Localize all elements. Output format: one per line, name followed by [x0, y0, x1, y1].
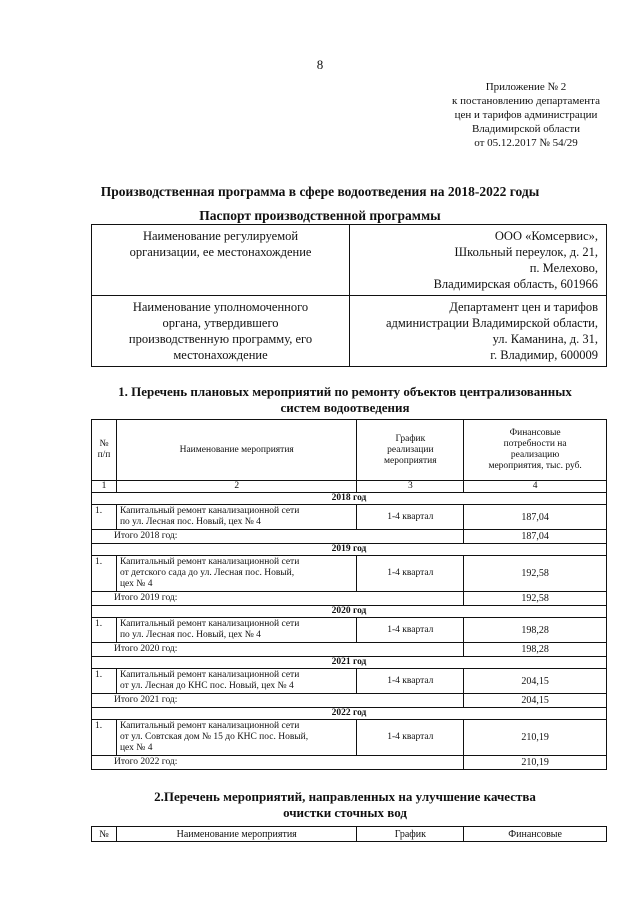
row-num: 1.	[92, 556, 117, 592]
measure-name	[116, 618, 356, 643]
page-number: 8	[316, 57, 324, 72]
year-row	[92, 544, 607, 556]
year-row	[92, 493, 607, 505]
appendix-line: Приложение № 2	[485, 81, 567, 93]
header-name: Наименование мероприятия	[116, 420, 356, 481]
row-num: 1.	[92, 720, 117, 756]
measure-schedule: 1-4 квартал	[357, 669, 464, 694]
column-index: 4	[464, 481, 607, 493]
passport-label-line: Наименование уполномоченного	[132, 300, 309, 314]
measure-schedule: 1-4 квартал	[357, 618, 464, 643]
passport-label-line: органа, утвердившего	[162, 316, 279, 330]
passport-value-cell	[350, 225, 607, 296]
header-line: потребности на	[503, 439, 567, 449]
header-name: Наименование мероприятия	[116, 827, 356, 842]
year-row	[92, 657, 607, 669]
passport-label-cell	[92, 225, 350, 296]
measure-name-line: от ул. Совтская дом № 15 до КНС пос. Новый,	[119, 732, 309, 742]
measure-name-line: Капитальный ремонт канализационной сети	[119, 670, 300, 680]
appendix-line: цен и тарифов администрации	[454, 109, 598, 121]
header-line: п/п	[97, 450, 111, 460]
appendix-line: от 05.12.2017 № 54/29	[474, 137, 578, 149]
total-row	[92, 592, 607, 606]
table-row	[92, 720, 607, 756]
measure-name-line: Капитальный ремонт канализационной сети	[119, 721, 300, 731]
header-line: График	[395, 433, 426, 444]
passport-value-line: Департамент цен и тарифов	[449, 300, 598, 314]
measure-name	[116, 669, 356, 694]
repair-measures-table	[91, 419, 607, 770]
measure-name	[116, 720, 356, 756]
table-header-row	[92, 420, 607, 481]
header-line: реализацию	[510, 450, 560, 460]
section1-title-line: систем водоотведения	[280, 400, 410, 415]
year-row	[92, 606, 607, 618]
table-row	[92, 618, 607, 643]
passport-table	[91, 224, 607, 367]
passport-value-line: ул. Каманина, д. 31,	[492, 332, 598, 346]
header-line: мероприятия, тыс. руб.	[488, 461, 582, 471]
main-title: Производственная программа в сфере водоотведения на 2018-2022 годы	[100, 184, 540, 199]
header-schedule: График	[357, 827, 464, 842]
row-num: 1.	[92, 618, 117, 643]
passport-row	[92, 225, 607, 296]
passport-label-line: производственную программу, его	[128, 332, 313, 346]
total-label: Итого 2020 год:	[92, 643, 464, 657]
column-index-row	[92, 481, 607, 493]
year-label: 2020 год	[92, 606, 607, 618]
total-row	[92, 694, 607, 708]
column-index: 3	[357, 481, 464, 493]
passport-label-line: организации, ее местонахождение	[129, 245, 312, 259]
measure-name-line: от детского сада до ул. Лесная пос. Новый,	[119, 568, 295, 578]
measure-name-line: цех № 4	[119, 743, 153, 753]
passport-title: Паспорт производственной программы	[199, 208, 441, 223]
header-cost	[464, 420, 607, 481]
table-row	[92, 556, 607, 592]
total-label: Итого 2018 год:	[92, 530, 464, 544]
column-index: 2	[116, 481, 356, 493]
total-row	[92, 643, 607, 657]
header-line: №	[99, 439, 109, 449]
passport-label-line: Наименование регулируемой	[142, 229, 299, 243]
header-line: мероприятия	[384, 455, 437, 466]
column-index: 1	[92, 481, 117, 493]
measure-name-line: по ул. Лесная пос. Новый, цех № 4	[119, 517, 261, 527]
total-label: Итого 2022 год:	[92, 756, 464, 770]
measure-sum: 204,15	[464, 669, 607, 694]
total-sum: 204,15	[464, 694, 607, 708]
year-label: 2018 год	[92, 493, 607, 505]
measure-schedule: 1-4 квартал	[357, 505, 464, 530]
section2-title-line: 2.Перечень мероприятий, направленных на улучшение качества	[154, 789, 536, 804]
passport-value-line: администрации Владимирской области,	[385, 316, 598, 330]
year-label: 2022 год	[92, 708, 607, 720]
appendix-block	[452, 80, 600, 150]
passport-label-line: местонахождение	[173, 348, 268, 362]
passport-value-line: ООО «Комсервис»,	[494, 229, 598, 243]
header-line: реализации	[387, 444, 434, 455]
section2-title	[80, 789, 610, 821]
passport-value-line: п. Мелехово,	[529, 261, 598, 275]
total-label: Итого 2021 год:	[92, 694, 464, 708]
appendix-line: к постановлению департамента	[452, 95, 600, 107]
measure-name-line: Капитальный ремонт канализационной сети	[119, 619, 300, 629]
total-sum: 192,58	[464, 592, 607, 606]
passport-label-cell	[92, 296, 350, 367]
row-num: 1.	[92, 669, 117, 694]
section2-title-line: очистки сточных вод	[283, 805, 407, 820]
passport-value-line: Владимирская область, 601966	[433, 277, 598, 291]
table-header-row	[92, 827, 607, 842]
measure-name	[116, 505, 356, 530]
header-num	[92, 420, 117, 481]
measure-sum: 187,04	[464, 505, 607, 530]
total-label: Итого 2019 год:	[92, 592, 464, 606]
header-num: №	[92, 827, 117, 842]
table-row	[92, 505, 607, 530]
passport-row	[92, 296, 607, 367]
total-sum: 198,28	[464, 643, 607, 657]
measure-name-line: от ул. Лесная до КНС пос. Новый, цех № 4	[119, 681, 294, 691]
year-label: 2021 год	[92, 657, 607, 669]
measure-sum: 198,28	[464, 618, 607, 643]
section1-title	[80, 384, 610, 416]
measure-schedule: 1-4 квартал	[357, 720, 464, 756]
appendix-line: Владимирской области	[471, 123, 581, 135]
section1-title-line: 1. Перечень плановых мероприятий по ремонту объектов централизованных	[118, 384, 572, 399]
header-line: Финансовые	[509, 428, 561, 438]
measure-schedule: 1-4 квартал	[357, 556, 464, 592]
measure-name-line: цех № 4	[119, 579, 153, 589]
passport-value-line: г. Владимир, 600009	[490, 348, 598, 362]
quality-measures-table	[91, 826, 607, 842]
measure-sum: 192,58	[464, 556, 607, 592]
passport-value-line: Школьный переулок, д. 21,	[454, 245, 598, 259]
measure-sum: 210,19	[464, 720, 607, 756]
year-row	[92, 708, 607, 720]
measure-name-line: Капитальный ремонт канализационной сети	[119, 506, 300, 516]
measure-name-line: Капитальный ремонт канализационной сети	[119, 557, 300, 567]
year-label: 2019 год	[92, 544, 607, 556]
total-sum: 187,04	[464, 530, 607, 544]
total-row	[92, 756, 607, 770]
measure-name	[116, 556, 356, 592]
header-schedule	[357, 420, 464, 481]
row-num: 1.	[92, 505, 117, 530]
header-cost: Финансовые	[464, 827, 607, 842]
table-row	[92, 669, 607, 694]
total-row	[92, 530, 607, 544]
measure-name-line: по ул. Лесная пос. Новый, цех № 4	[119, 630, 261, 640]
passport-value-cell	[350, 296, 607, 367]
total-sum: 210,19	[464, 756, 607, 770]
